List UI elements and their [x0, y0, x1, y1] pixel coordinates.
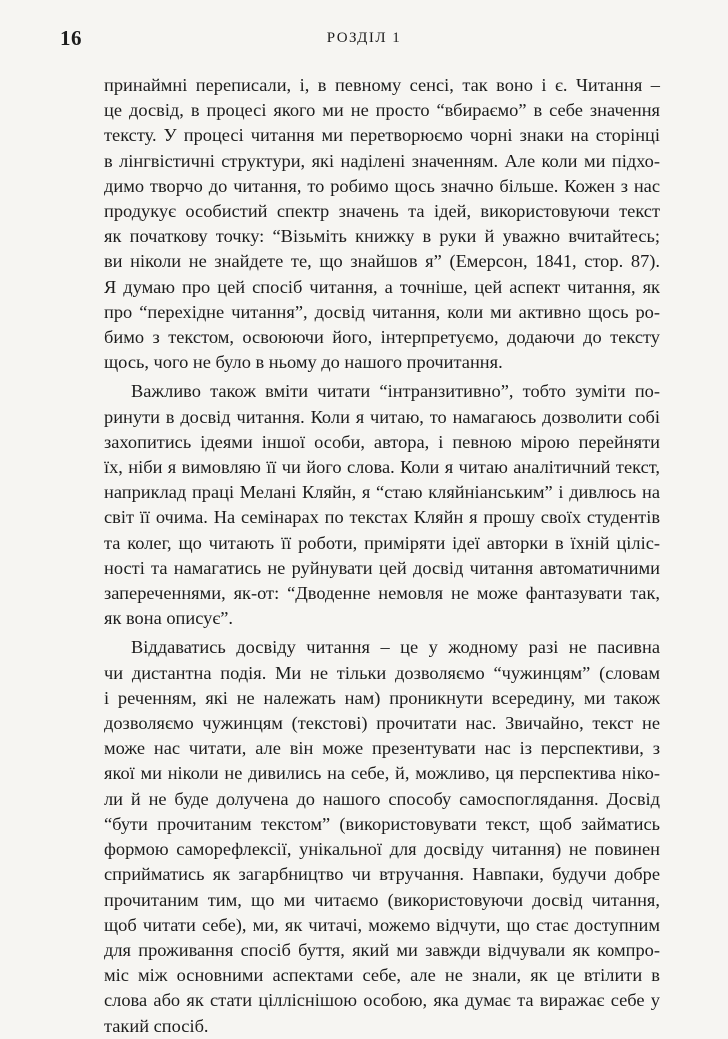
- paragraph: [104, 73, 660, 375]
- text-line: може нас читати, але він може презентувати нас із перспективи, з: [104, 738, 660, 759]
- text-line: бимо з текстом, освоюючи його, інтерпретуємо, додаючи до тексту: [104, 327, 660, 348]
- text-line: ності та намагатись не руйнувати цей досвід читання автоматичними: [104, 557, 660, 578]
- text-line: чи дистантна подія. Ми не тільки дозволяємо “чужинцям” (словам: [104, 662, 660, 683]
- text-line: ли й не буде долучена до нашого способу самоспоглядання. Досвід: [104, 788, 660, 809]
- paragraph: [104, 635, 660, 1038]
- text-line: продукує особистий спектр значень та ідей, використовуючи текст: [104, 201, 660, 222]
- text-line: про “перехідне читання”, досвід читання, коли ми активно щось ро-: [104, 301, 660, 322]
- text-line: Я думаю про цей спосіб читання, а точніше, цей аспект читання, як: [104, 276, 660, 297]
- page-header: [60, 26, 668, 52]
- text-line: Важливо також вміти читати “інтранзитивно”, тобто зуміти по-: [131, 381, 660, 402]
- text-line: дозволяємо чужинцям (текстові) прочитати нас. Звичайно, текст не: [104, 713, 660, 734]
- page-number: 16: [60, 26, 82, 50]
- text-line: як початкову точку: “Візьміть книжку в руки й уважно вчитайтесь;: [104, 226, 660, 247]
- text-line: ринути в досвід читання. Коли я читаю, то намагаюсь дозволити собі: [104, 406, 660, 427]
- text-line: щось, чого не було в ньому до нашого прочитання.: [104, 352, 503, 373]
- text-line: сприйматись як загарбництво чи втручання. Навпаки, будучи добре: [104, 864, 660, 885]
- text-line: щоб читати себе), ми, як читачі, можемо відчути, що стає доступним: [104, 914, 660, 935]
- text-line: захопитись ідеями іншої особи, автора, і певною мірою перейняти: [104, 431, 660, 452]
- text-line: та колег, що читають її роботи, приміряти ідеї авторки в їхній ціліс-: [104, 532, 660, 553]
- text-line: це досвід, в процесі якого ми не просто “вбираємо” в себе значення: [104, 100, 660, 121]
- text-line: димо творчо до читання, то робимо щось значно більше. Кожен з нас: [104, 175, 660, 196]
- text-line: як вона описує”.: [104, 608, 233, 629]
- text-line: слова або як стати цілліснішою особою, яка думає та виражає себе у: [104, 990, 660, 1011]
- text-line: Віддаватись досвіду читання – це у жодному разі не пасивна: [131, 637, 660, 658]
- text-line: наприклад праці Мелані Кляйн, я “стаю кляйніанським” і дивлюсь на: [104, 482, 660, 503]
- text-line: їх, ніби я вимовляю її чи його слова. Коли я читаю аналітичний текст,: [104, 457, 660, 478]
- text-line: прочитаним тим, що ми читаємо (використовуючи досвід читання,: [104, 889, 660, 910]
- text-line: і реченням, які не належать нам) проникнути всередину, ми також: [104, 687, 660, 708]
- text-line: міс між основними аспектами себе, але не знали, як це втілити в: [104, 965, 660, 986]
- text-line: такий спосіб.: [104, 1015, 209, 1036]
- text-line: ви ніколи не знайдете те, що знайшов я” (Емерсон, 1841, стор. 87).: [104, 251, 660, 272]
- text-line: якої ми ніколи не дивились на себе, й, можливо, ця перспектива ніко-: [104, 763, 660, 784]
- text-line: тексту. У процесі читання ми перетворюємо чорні знаки на сторінці: [104, 125, 660, 146]
- text-line: в лінгвістичні структури, які наділені значенням. Але коли ми підхо-: [104, 150, 660, 171]
- paragraph: [104, 379, 660, 631]
- body-text: [104, 73, 660, 1039]
- text-line: запереченнями, як-от: “Дводенне немовля не може фантазувати так,: [104, 583, 660, 604]
- text-line: для проживання спосіб буття, який ми завжди відчували як компро-: [104, 939, 660, 960]
- text-line: принаймні переписали, і, в певному сенсі, так воно і є. Читання –: [104, 75, 660, 95]
- text-line: формою саморефлексії, унікальної для досвіду читання) не повинен: [104, 839, 660, 860]
- text-line: світ її очима. На семінарах по текстах Кляйн я прошу своїх студентів: [104, 507, 660, 528]
- text-line: “бути прочитаним текстом” (використовувати текст, щоб займатись: [104, 813, 660, 834]
- running-head: РОЗДІЛ 1: [326, 30, 402, 46]
